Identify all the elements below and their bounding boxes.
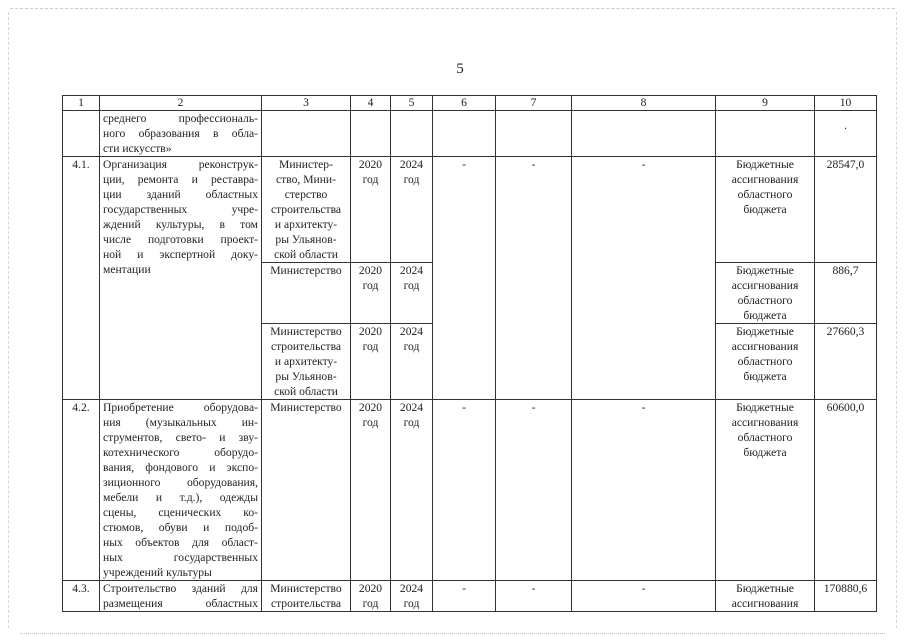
col-header: 9 [716, 96, 815, 111]
row-description: Приобретение оборудова- ния (музыкальных ин- струментов, свето- и зву- котехнического оборудо- вания, фондового и экспо- зиционного оборудования, мебели и т.д.), одежды сцены, сценических ко- стюмов, обуви и подоб- ных объектов для област- ных государственных учреждений культуры [100, 400, 262, 581]
col-header: 8 [572, 96, 716, 111]
table-row-4-3 [63, 581, 877, 612]
scan-edge-right [896, 12, 897, 628]
col-header: 2 [100, 96, 262, 111]
scan-edge-top [10, 8, 895, 9]
row-id: 4.3. [63, 581, 100, 612]
col-header: 1 [63, 96, 100, 111]
scan-edge-left [8, 12, 9, 628]
col8-value: - [572, 157, 716, 400]
col7-value: - [496, 400, 572, 581]
col7-value: - [496, 157, 572, 400]
col-header: 6 [433, 96, 496, 111]
funding-source: Бюджетные ассигнования областного бюджета [716, 263, 815, 324]
row-description: Строительство зданий для размещения областных [100, 581, 262, 612]
row-id-cell [63, 111, 100, 157]
col6-value: - [433, 157, 496, 400]
col7-value: - [496, 581, 572, 612]
amount: 60600,0 [815, 400, 877, 581]
table-row-4-1-a [63, 157, 877, 263]
start-year: 2020 год [351, 324, 391, 400]
executor: Министерство строительства [262, 581, 351, 612]
page-number: 5 [456, 61, 464, 77]
executor: Министер- ство, Мини- стерство строительства и архитекту- ры Ульянов- ской области [262, 157, 351, 263]
row-description: Организация реконструк- ции, ремонта и реставра- ции зданий областных государственных учре- ждений культуры, в том числе подготовки проект- ной и экспертной доку- ментации [100, 157, 262, 400]
start-year: 2020 год [351, 400, 391, 581]
col-header: 3 [262, 96, 351, 111]
start-year: 2020 год [351, 581, 391, 612]
funding-source: Бюджетные ассигнования [716, 581, 815, 612]
table-row-continuation [63, 111, 877, 157]
measures-table [62, 95, 877, 612]
col-header: 10 [815, 96, 877, 111]
amount: 27660,3 [815, 324, 877, 400]
amount: 170880,6 [815, 581, 877, 612]
end-year: 2024 год [391, 324, 433, 400]
end-year: 2024 год [391, 400, 433, 581]
executor: Министерство строительства и архитекту- ры Ульянов- ской области [262, 324, 351, 400]
amount: 28547,0 [815, 157, 877, 263]
col8-value: - [572, 400, 716, 581]
col6-value: - [433, 400, 496, 581]
col6-value: - [433, 581, 496, 612]
table-row-4-2 [63, 400, 877, 581]
row-id: 4.2. [63, 400, 100, 581]
executor: Министерство [262, 263, 351, 324]
end-year: 2024 год [391, 263, 433, 324]
col8-value: - [572, 581, 716, 612]
end-year: 2024 год [391, 157, 433, 263]
funding-source: Бюджетные ассигнования областного бюджета [716, 400, 815, 581]
mark: · [815, 111, 877, 157]
start-year: 2020 год [351, 157, 391, 263]
header-row [63, 96, 877, 111]
funding-source: Бюджетные ассигнования областного бюджета [716, 324, 815, 400]
funding-source: Бюджетные ассигнования областного бюджета [716, 157, 815, 263]
end-year: 2024 год [391, 581, 433, 612]
col-header: 5 [391, 96, 433, 111]
executor: Министерство [262, 400, 351, 581]
amount: 886,7 [815, 263, 877, 324]
row-description: среднего профессиональ- ного образования в обла- сти искусств» [100, 111, 262, 157]
col-header: 4 [351, 96, 391, 111]
scan-edge-bottom [20, 633, 885, 634]
col-header: 7 [496, 96, 572, 111]
start-year: 2020 год [351, 263, 391, 324]
row-id: 4.1. [63, 157, 100, 400]
